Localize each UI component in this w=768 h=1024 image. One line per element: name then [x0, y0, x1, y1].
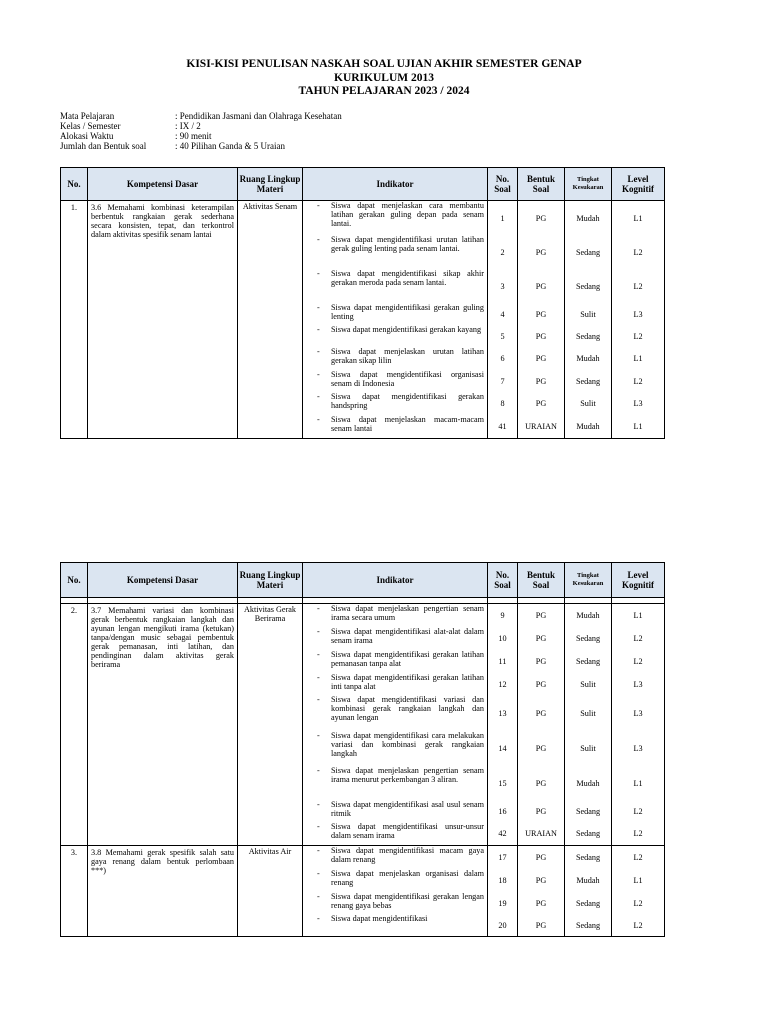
- difficulty: Sedang: [575, 657, 601, 666]
- indicator-cell: [303, 846, 488, 937]
- col-header-tingkat-kesukaran: Tingkat Kesukaran: [565, 563, 612, 598]
- ruang-lingkup: Aktivitas Gerak Berirama: [238, 604, 303, 846]
- dash-bullet: -: [317, 650, 320, 659]
- cognitive-level-cell: [612, 201, 665, 439]
- question-number: 6: [500, 354, 505, 363]
- dash-bullet: -: [317, 415, 320, 424]
- kompetensi-dasar: 3.7 Memahami variasi dan kombinasi gerak berbentuk rangkaian langkah dan ayunan lengan mengikuti irama (ketukan) tanpa/dengan music sebagai pembentuk gerak pemanasan, inti latihan, dan pendinginan dalam aktivitas gerak berirama: [88, 604, 238, 846]
- indicator-text: Siswa dapat mengidentifikasi macam gaya dalam renang: [331, 846, 484, 864]
- question-number-list: [488, 201, 517, 438]
- dash-bullet: -: [317, 235, 320, 244]
- question-number: 11: [498, 657, 507, 666]
- table-row: [61, 846, 665, 937]
- question-type: PG: [535, 281, 547, 291]
- meta-row: [60, 121, 342, 131]
- meta-label: Kelas / Semester: [60, 121, 121, 131]
- kisi-table-2: [60, 562, 665, 937]
- indicator-item: [303, 392, 487, 415]
- indicator-item: [303, 766, 487, 800]
- question-type: PG: [535, 354, 547, 363]
- indicator-text: Siswa dapat mengidentifikasi variasi dan kombinasi gerak rangkaian langkah dan ayunan lengan: [331, 695, 484, 722]
- col-header-indikator: Indikator: [303, 563, 488, 598]
- question-type: PG: [535, 920, 547, 930]
- meta-row: [60, 111, 342, 121]
- indicator-item: [303, 303, 487, 325]
- header-row: [61, 168, 665, 201]
- cognitive-level: L1: [633, 422, 643, 431]
- title-line-3: TAHUN PELAJARAN 2023 / 2024: [298, 85, 470, 97]
- indicator-item: [303, 892, 487, 914]
- ruang-lingkup: Aktivitas Air: [238, 846, 303, 937]
- question-number: 13: [498, 708, 507, 718]
- difficulty: Mudah: [576, 354, 600, 363]
- cognitive-level: L2: [633, 829, 643, 838]
- indicator-text: Siswa dapat menjelaskan cara membantu latihan gerakan guling depan pada senam lantai.: [331, 201, 484, 228]
- cognitive-level: L3: [633, 708, 643, 718]
- difficulty: Sulit: [580, 309, 596, 319]
- difficulty: Sedang: [575, 634, 601, 643]
- question-number: 2: [500, 247, 505, 257]
- col-header-no-soal: No. Soal: [488, 168, 518, 201]
- difficulty: Sulit: [580, 679, 596, 689]
- question-type: PG: [535, 634, 547, 643]
- question-type: URAIAN: [525, 829, 557, 838]
- title-line-1: KISI-KISI PENULISAN NASKAH SOAL UJIAN AKHIR SEMESTER GENAP: [186, 58, 582, 70]
- question-type: PG: [535, 806, 547, 816]
- indicator-list: [303, 604, 487, 845]
- question-type: PG: [535, 611, 547, 620]
- col-header-no: No.: [61, 168, 88, 201]
- indicator-text: Siswa dapat mengidentifikasi gerakan latihan inti tanpa alat: [331, 673, 484, 691]
- indicator-item: [303, 627, 487, 650]
- cognitive-level: L1: [633, 354, 643, 363]
- kompetensi-dasar: 3.8 Memahami gerak spesifik salah satu gaya renang dalam bentuk perlombaan ***): [88, 846, 238, 937]
- difficulty: Mudah: [576, 213, 600, 223]
- indicator-item: [303, 325, 487, 347]
- dash-bullet: -: [317, 869, 320, 878]
- question-number: 16: [498, 806, 507, 816]
- question-type-list: [518, 604, 564, 845]
- indicator-item: [303, 673, 487, 695]
- cognitive-level: L1: [633, 213, 643, 223]
- question-number: 41: [498, 422, 507, 431]
- indicator-text: Siswa dapat mengidentifikasi gerakan lengan renang gaya bebas: [331, 892, 484, 910]
- question-type: PG: [535, 247, 547, 257]
- document-meta: [60, 111, 342, 151]
- col-header-bentuk-soal: Bentuk Soal: [518, 168, 565, 201]
- indicator-item: [303, 731, 487, 766]
- question-number: 18: [498, 876, 507, 885]
- col-header-ruang-lingkup: Ruang Lingkup Materi: [238, 168, 303, 201]
- question-type: URAIAN: [525, 422, 557, 431]
- dash-bullet: -: [317, 392, 320, 401]
- meta-row: [60, 141, 342, 151]
- difficulty: Sedang: [575, 806, 601, 816]
- col-header-bentuk-soal: Bentuk Soal: [518, 563, 565, 598]
- meta-row: [60, 131, 342, 141]
- row-number: 3.: [61, 846, 88, 937]
- difficulty-cell: [565, 604, 612, 846]
- kisi-table-1: [60, 167, 665, 439]
- indicator-text: Siswa dapat mengidentifikasi alat-alat dalam senam irama: [331, 627, 484, 645]
- dash-bullet: -: [317, 627, 320, 636]
- indicator-cell: [303, 201, 488, 439]
- col-header-no-soal: No. Soal: [488, 563, 518, 598]
- indicator-text: Siswa dapat menjelaskan urutan latihan gerakan sikap lilin: [331, 347, 484, 365]
- indicator-text: Siswa dapat mengidentifikasi asal usul senam ritmik: [331, 800, 484, 818]
- difficulty-cell: [565, 201, 612, 439]
- indicator-item: [303, 347, 487, 370]
- indicator-item: [303, 869, 487, 892]
- indicator-text: Siswa dapat mengidentifikasi gerakan handspring: [331, 392, 484, 410]
- dash-bullet: -: [317, 303, 320, 312]
- indicator-item: [303, 269, 487, 303]
- cognitive-level: L2: [633, 657, 643, 666]
- difficulty: Mudah: [576, 422, 600, 431]
- question-type: PG: [535, 331, 547, 341]
- dash-bullet: -: [317, 370, 320, 379]
- cognitive-level-cell: [612, 604, 665, 846]
- question-number: 14: [498, 744, 507, 753]
- question-number-cell: [488, 846, 518, 937]
- indicator-text: Siswa dapat mengidentifikasi gerakan kayang: [331, 325, 482, 334]
- indicator-item: [303, 800, 487, 822]
- cognitive-level: L2: [633, 634, 643, 643]
- col-header-kd: Kompetensi Dasar: [88, 563, 238, 598]
- cognitive-level: L2: [633, 281, 643, 291]
- dash-bullet: -: [317, 822, 320, 831]
- difficulty-list: [565, 604, 611, 845]
- indicator-item: [303, 370, 487, 392]
- dash-bullet: -: [317, 201, 320, 210]
- indicator-text: Siswa dapat mengidentifikasi sikap akhir gerakan meroda pada senam lantai.: [331, 269, 484, 287]
- cognitive-level: L2: [633, 898, 643, 908]
- cognitive-level: L2: [633, 247, 643, 257]
- question-type: PG: [535, 309, 547, 319]
- question-type: PG: [535, 213, 547, 223]
- difficulty: Mudah: [576, 611, 600, 620]
- col-header-indikator: Indikator: [303, 168, 488, 201]
- dash-bullet: -: [317, 892, 320, 901]
- cognitive-level: L2: [633, 920, 643, 930]
- question-type: PG: [535, 708, 547, 718]
- difficulty: Mudah: [576, 876, 600, 885]
- question-number: 10: [498, 634, 507, 643]
- question-number: 42: [498, 829, 507, 838]
- indicator-item: [303, 695, 487, 731]
- difficulty: Sedang: [575, 281, 601, 291]
- cognitive-level: L3: [633, 679, 643, 689]
- indicator-text: Siswa dapat menjelaskan pengertian senam irama secara umum: [331, 604, 484, 622]
- meta-value: : Pendidikan Jasmani dan Olahraga Kesehatan: [175, 111, 342, 121]
- meta-label: Jumlah dan Bentuk soal: [60, 141, 147, 151]
- ruang-lingkup: Aktivitas Senam: [238, 201, 303, 439]
- document-title: [0, 58, 768, 99]
- difficulty: Sedang: [575, 853, 601, 862]
- question-number: 3: [500, 281, 505, 291]
- indicator-item: [303, 604, 487, 627]
- cognitive-level: L1: [633, 778, 643, 788]
- question-number: 17: [498, 853, 507, 862]
- difficulty: Sedang: [575, 331, 601, 341]
- question-type: PG: [535, 376, 547, 386]
- question-type-list: [518, 846, 564, 936]
- meta-value: : IX / 2: [175, 121, 201, 131]
- indicator-text: Siswa dapat menjelaskan macam-macam senam lantai: [331, 415, 484, 433]
- cognitive-level-list: [612, 846, 664, 936]
- question-number: 4: [500, 309, 505, 319]
- indicator-item: [303, 914, 487, 936]
- header-row: [61, 563, 665, 598]
- difficulty: Sedang: [575, 898, 601, 908]
- col-header-no: No.: [61, 563, 88, 598]
- cognitive-level: L2: [633, 806, 643, 816]
- indicator-list: [303, 201, 487, 438]
- indicator-item: [303, 235, 487, 269]
- question-number-cell: [488, 604, 518, 846]
- question-number: 20: [498, 920, 507, 930]
- indicator-list: [303, 846, 487, 936]
- meta-value: : 40 Pilihan Ganda & 5 Uraian: [175, 141, 285, 151]
- difficulty: Sulit: [580, 744, 596, 753]
- row-number: 1.: [61, 201, 88, 439]
- col-header-tingkat-kesukaran: Tingkat Kesukaran: [565, 168, 612, 201]
- question-number: 19: [498, 898, 507, 908]
- dash-bullet: -: [317, 766, 320, 775]
- question-type: PG: [535, 744, 547, 753]
- cognitive-level-list: [612, 201, 664, 438]
- difficulty: Sedang: [575, 247, 601, 257]
- dash-bullet: -: [317, 695, 320, 704]
- difficulty: Sulit: [580, 399, 596, 408]
- question-type-cell: [518, 201, 565, 439]
- difficulty: Sulit: [580, 708, 596, 718]
- question-number: 15: [498, 778, 507, 788]
- cognitive-level: L3: [633, 399, 643, 408]
- indicator-text: Siswa dapat mengidentifikasi gerakan guling lenting: [331, 303, 484, 321]
- cognitive-level: L3: [633, 309, 643, 319]
- question-number: 9: [500, 611, 505, 620]
- meta-value: : 90 menit: [175, 131, 212, 141]
- title-line-2: KURIKULUM 2013: [334, 71, 434, 84]
- question-type: PG: [535, 679, 547, 689]
- indicator-text: Siswa dapat mengidentifikasi cara melakukan variasi dan kombinasi gerak rangkaian langkah: [331, 731, 484, 758]
- question-number-list: [488, 846, 517, 936]
- difficulty-list: [565, 846, 611, 936]
- indicator-text: Siswa dapat mengidentifikasi unsur-unsur dalam senam irama: [331, 822, 484, 840]
- cognitive-level: L2: [633, 376, 643, 386]
- question-number: 12: [498, 679, 507, 689]
- kompetensi-dasar: 3.6 Memahami kombinasi keterampilan berbentuk rangkaian gerak sederhana secara konsisten, tepat, dan terkontrol dalam aktivitas spesifik senam lantai: [88, 201, 238, 439]
- cognitive-level: L1: [633, 611, 643, 620]
- question-number: 5: [500, 331, 505, 341]
- col-header-level-kognitif: Level Kognitif: [612, 563, 665, 598]
- indicator-item: [303, 415, 487, 438]
- cognitive-level: L1: [633, 876, 643, 885]
- indicator-text: Siswa dapat mengidentifikasi: [331, 914, 428, 923]
- question-type: PG: [535, 853, 547, 862]
- indicator-item: [303, 822, 487, 845]
- difficulty: Mudah: [576, 778, 600, 788]
- cognitive-level-cell: [612, 846, 665, 937]
- meta-label: Mata Pelajaran: [60, 111, 115, 121]
- dash-bullet: -: [317, 800, 320, 809]
- question-type: PG: [535, 657, 547, 666]
- indicator-item: [303, 650, 487, 673]
- question-type: PG: [535, 876, 547, 885]
- cognitive-level: L3: [633, 744, 643, 753]
- dash-bullet: -: [317, 604, 320, 613]
- indicator-text: Siswa dapat menjelaskan organisasi dalam renang: [331, 869, 484, 887]
- indicator-item: [303, 201, 487, 235]
- indicator-text: Siswa dapat mengidentifikasi organisasi senam di Indonesia: [331, 370, 484, 388]
- question-number: 8: [500, 399, 505, 408]
- meta-label: Alokasi Waktu: [60, 131, 114, 141]
- indicator-cell: [303, 604, 488, 846]
- dash-bullet: -: [317, 731, 320, 740]
- row-number: 2.: [61, 604, 88, 846]
- col-header-ruang-lingkup: Ruang Lingkup Materi: [238, 563, 303, 598]
- dash-bullet: -: [317, 269, 320, 278]
- table-row: [61, 604, 665, 846]
- col-header-level-kognitif: Level Kognitif: [612, 168, 665, 201]
- question-type: PG: [535, 898, 547, 908]
- question-number: 1: [500, 213, 505, 223]
- dash-bullet: -: [317, 914, 320, 923]
- question-type: PG: [535, 778, 547, 788]
- question-number-list: [488, 604, 517, 845]
- question-type-cell: [518, 846, 565, 937]
- question-number: 7: [500, 376, 505, 386]
- dash-bullet: -: [317, 673, 320, 682]
- question-number-cell: [488, 201, 518, 439]
- dash-bullet: -: [317, 846, 320, 855]
- difficulty: Sedang: [575, 829, 601, 838]
- indicator-text: Siswa dapat mengidentifikasi urutan latihan gerak guling lenting pada senam lantai.: [331, 235, 484, 253]
- cognitive-level-list: [612, 604, 664, 845]
- dash-bullet: -: [317, 347, 320, 356]
- question-type-cell: [518, 604, 565, 846]
- difficulty-cell: [565, 846, 612, 937]
- col-header-kd: Kompetensi Dasar: [88, 168, 238, 201]
- dash-bullet: -: [317, 325, 320, 334]
- indicator-text: Siswa dapat menjelaskan pengertian senam irama menurut perkembangan 3 aliran.: [331, 766, 484, 784]
- difficulty-list: [565, 201, 611, 438]
- cognitive-level: L2: [633, 853, 643, 862]
- question-type: PG: [535, 399, 547, 408]
- difficulty: Sedang: [575, 920, 601, 930]
- indicator-item: [303, 846, 487, 869]
- table-row: [61, 201, 665, 439]
- cognitive-level: L2: [633, 331, 643, 341]
- difficulty: Sedang: [575, 376, 601, 386]
- indicator-text: Siswa dapat mengidentifikasi gerakan latihan pemanasan tanpa alat: [331, 650, 484, 668]
- question-type-list: [518, 201, 564, 438]
